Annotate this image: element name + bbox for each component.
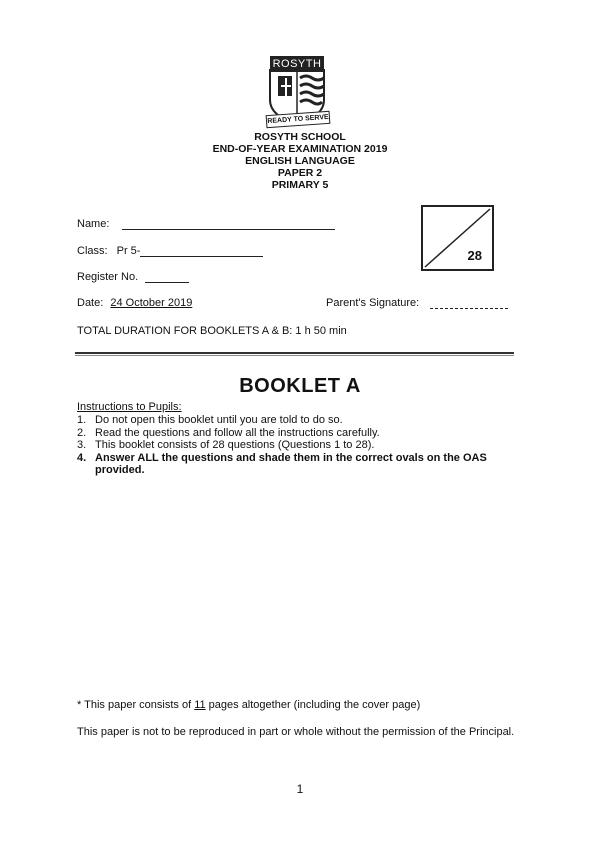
- signature-field: [326, 297, 508, 309]
- instruction-item: [77, 439, 517, 452]
- register-blank[interactable]: [145, 272, 189, 283]
- instruction-text: Read the questions and follow all the instructions carefully.: [95, 426, 380, 439]
- divider-line-secondary: [75, 355, 514, 356]
- instructions-title: Instructions to Pupils:: [77, 401, 182, 413]
- school-crest: [262, 56, 332, 128]
- duration-text: TOTAL DURATION FOR BOOKLETS A & B: 1 h 50 min: [77, 325, 347, 337]
- instruction-text: Do not open this booklet until you are told to do so.: [95, 414, 343, 426]
- page-count-post: pages altogether (including the cover page): [205, 699, 421, 711]
- divider-line: [75, 352, 514, 354]
- instruction-number: 3.: [77, 439, 87, 451]
- instruction-item: [77, 452, 517, 477]
- register-field: [77, 271, 189, 283]
- crest-name-banner: ROSYTH: [270, 56, 324, 72]
- instruction-text: This booklet consists of 28 questions (Questions 1 to 28).: [95, 439, 375, 451]
- page-count-note: [77, 699, 420, 711]
- class-label: Class:: [77, 245, 108, 257]
- page-count-number: 11: [194, 699, 206, 711]
- page-number: 1: [296, 782, 304, 796]
- name-blank[interactable]: [122, 219, 335, 230]
- school-name: ROSYTH SCHOOL: [254, 131, 346, 143]
- copyright-note: This paper is not to be reproduced in part or whole without the permission of the Principal.: [77, 726, 515, 738]
- class-field: [77, 245, 263, 257]
- paper-title: PAPER 2: [277, 167, 323, 179]
- page-count-pre: * This paper consists of: [77, 699, 195, 711]
- instructions-list: [77, 414, 517, 477]
- instruction-number: 4.: [77, 451, 87, 464]
- instruction-item: [77, 414, 517, 427]
- date-value: 24 October 2019: [110, 297, 193, 309]
- instruction-number: 1.: [77, 414, 87, 426]
- date-label: Date:: [77, 297, 104, 309]
- subject-title: ENGLISH LANGUAGE: [245, 155, 355, 167]
- crest-motto-ribbon: READY TO SERVE: [266, 111, 331, 128]
- exam-title: END-OF-YEAR EXAMINATION 2019: [212, 143, 388, 155]
- class-prefix: Pr 5-: [116, 245, 141, 257]
- name-label: Name:: [77, 218, 110, 230]
- booklet-title: BOOKLET A: [239, 375, 361, 397]
- date-field: [77, 297, 192, 309]
- instruction-item: [77, 427, 517, 440]
- score-total: 28: [467, 248, 482, 263]
- register-label: Register No.: [77, 271, 139, 283]
- name-field: [77, 218, 335, 230]
- class-blank[interactable]: [140, 246, 263, 257]
- score-box: [421, 205, 494, 271]
- instruction-text: Answer ALL the questions and shade them in the correct ovals on the OAS provided.: [95, 451, 487, 476]
- signature-label: Parent's Signature:: [326, 297, 420, 309]
- exam-header: [0, 131, 600, 191]
- level-title: PRIMARY 5: [271, 179, 329, 191]
- signature-blank[interactable]: [430, 298, 508, 309]
- instruction-number: 2.: [77, 426, 87, 439]
